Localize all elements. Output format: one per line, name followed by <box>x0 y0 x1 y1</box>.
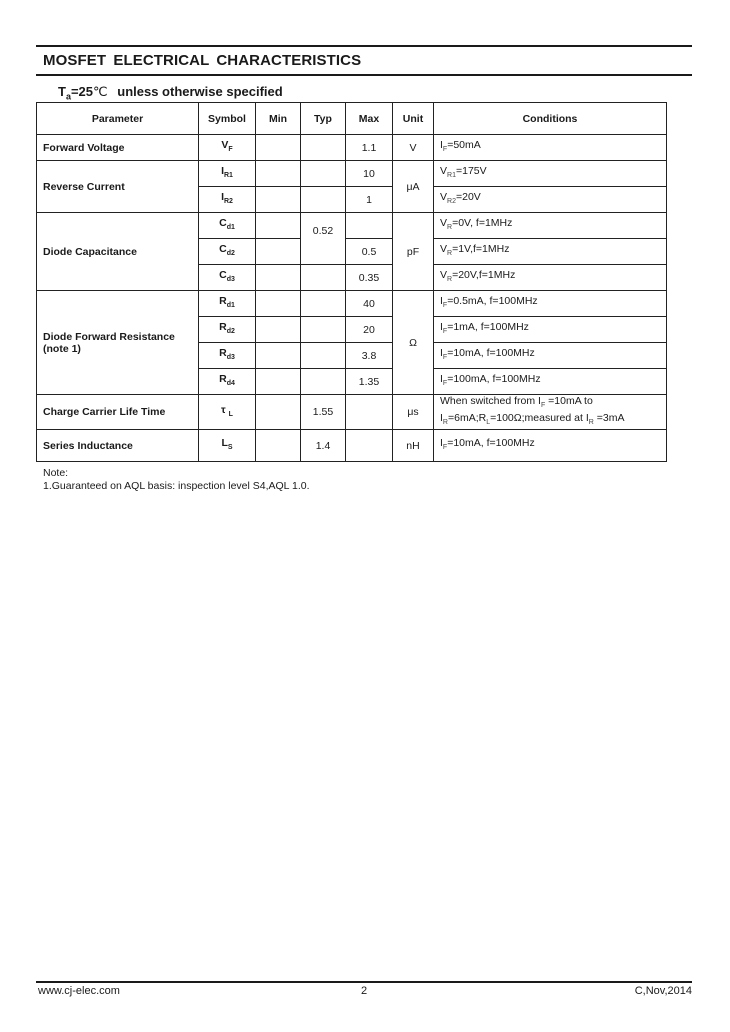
header-conditions: Conditions <box>434 103 667 135</box>
param-diode-capacitance: Diode Capacitance <box>37 213 199 291</box>
max-cell <box>346 395 393 430</box>
min-cell <box>256 135 301 161</box>
footer-website: www.cj-elec.com <box>38 985 120 997</box>
symbol-cell: $R_{d2}$ <box>199 317 256 343</box>
param-reverse-current: Reverse Current <box>37 161 199 213</box>
condition-cell: When switched from $I_F =10mA$ to $I_R=6mA;R_L=100\Omega;measured$ at $I_R =3mA$ <box>434 395 667 430</box>
table-row <box>37 430 667 462</box>
table-row <box>37 135 667 161</box>
top-rule <box>36 45 692 47</box>
unit-cell: pF <box>393 213 434 291</box>
table-row <box>37 395 667 430</box>
symbol-cell: $C_{d3}$ <box>199 265 256 291</box>
param-charge-carrier-life-time: Charge Carrier Life Time <box>37 395 199 430</box>
table-row <box>37 213 667 239</box>
min-cell <box>256 317 301 343</box>
max-cell: 20 <box>346 317 393 343</box>
note-heading: Note: <box>43 467 69 479</box>
max-cell <box>346 430 393 462</box>
typ-cell <box>301 291 346 317</box>
condition-cell: $I_F=100mA$, f=100MHz <box>434 369 667 395</box>
typ-cell: 0.52 <box>301 213 346 265</box>
header-row <box>37 103 667 135</box>
typ-cell: 1.55 <box>301 395 346 430</box>
test-condition <box>58 84 283 102</box>
condition-cell: $V_R=0V$, f=1MHz <box>434 213 667 239</box>
footer-revision: C,Nov,2014 <box>634 985 692 997</box>
min-cell <box>256 343 301 369</box>
condition-cell: $I_F=10mA$, f=100MHz <box>434 343 667 369</box>
param-diode-forward-resistance: Diode Forward Resistance (note 1) <box>37 291 199 395</box>
symbol-cell: $R_{d4}$ <box>199 369 256 395</box>
condition-cell: $V_R=1V,f=1MHz$ <box>434 239 667 265</box>
max-cell: 40 <box>346 291 393 317</box>
condition-cell: $I_F=0.5mA$, f=100MHz <box>434 291 667 317</box>
title-underline <box>36 74 692 76</box>
header-typ: Typ <box>301 103 346 135</box>
header-parameter: Parameter <box>37 103 199 135</box>
condition-cell: $V_R=20V,f=1MHz$ <box>434 265 667 291</box>
condition-cell: $I_F=1mA$, f=100MHz <box>434 317 667 343</box>
condition-cell: $V_{R1}=175V$ <box>434 161 667 187</box>
unit-cell: V <box>393 135 434 161</box>
max-cell: 3.8 <box>346 343 393 369</box>
table-row <box>37 291 667 317</box>
header-symbol: Symbol <box>199 103 256 135</box>
max-cell: 1 <box>346 187 393 213</box>
degree-unit: ℃ <box>93 84 108 99</box>
temp-symbol: T <box>58 84 66 99</box>
footer-rule <box>36 981 692 983</box>
temp-sub: a <box>65 91 71 102</box>
symbol-cell: $R_{d3}$ <box>199 343 256 369</box>
max-cell: 10 <box>346 161 393 187</box>
symbol-cell: $I_{R2}$ <box>199 187 256 213</box>
symbol-cell: $C_{d1}$ <box>199 213 256 239</box>
section-title: MOSFET ELECTRICAL CHARACTERISTICS <box>43 52 362 69</box>
min-cell <box>256 213 301 239</box>
condition-cell: $I_F=50mA$ <box>434 135 667 161</box>
condition-cell: $V_{R2}=20V$ <box>434 187 667 213</box>
symbol-cell: $C_{d2}$ <box>199 239 256 265</box>
note-block <box>43 467 310 493</box>
page-number: 2 <box>361 985 368 997</box>
table-row <box>37 161 667 187</box>
typ-cell <box>301 369 346 395</box>
condition-text: unless otherwise specified <box>117 84 283 99</box>
typ-cell <box>301 343 346 369</box>
typ-cell <box>301 135 346 161</box>
symbol-cell: τ $_L$ <box>199 395 256 430</box>
min-cell <box>256 291 301 317</box>
max-cell: 1.1 <box>346 135 393 161</box>
typ-cell <box>301 187 346 213</box>
typ-cell <box>301 161 346 187</box>
min-cell <box>256 265 301 291</box>
max-cell: 1.35 <box>346 369 393 395</box>
unit-cell: μA <box>393 161 434 213</box>
min-cell <box>256 395 301 430</box>
max-cell: 0.35 <box>346 265 393 291</box>
symbol-cell: $V_F$ <box>199 135 256 161</box>
min-cell <box>256 187 301 213</box>
max-cell: 0.5 <box>346 239 393 265</box>
symbol-cell: $R_{d1}$ <box>199 291 256 317</box>
characteristics-table <box>36 102 667 462</box>
min-cell <box>256 369 301 395</box>
typ-cell <box>301 317 346 343</box>
header-max: Max <box>346 103 393 135</box>
min-cell <box>256 239 301 265</box>
unit-cell: nH <box>393 430 434 462</box>
max-cell <box>346 213 393 239</box>
min-cell <box>256 161 301 187</box>
min-cell <box>256 430 301 462</box>
symbol-cell: $L_S$ <box>199 430 256 462</box>
typ-cell: 1.4 <box>301 430 346 462</box>
temp-value: =25 <box>70 84 94 99</box>
note-line-1: 1.Guaranteed on AQL basis: inspection level S4,AQL 1.0. <box>43 480 310 492</box>
header-min: Min <box>256 103 301 135</box>
header-unit: Unit <box>393 103 434 135</box>
symbol-cell: $I_{R1}$ <box>199 161 256 187</box>
typ-cell <box>301 265 346 291</box>
condition-cell: $I_F=10mA$, f=100MHz <box>434 430 667 462</box>
unit-cell: Ω <box>393 291 434 395</box>
param-series-inductance: Series Inductance <box>37 430 199 462</box>
param-forward-voltage: Forward Voltage <box>37 135 199 161</box>
unit-cell: μs <box>393 395 434 430</box>
